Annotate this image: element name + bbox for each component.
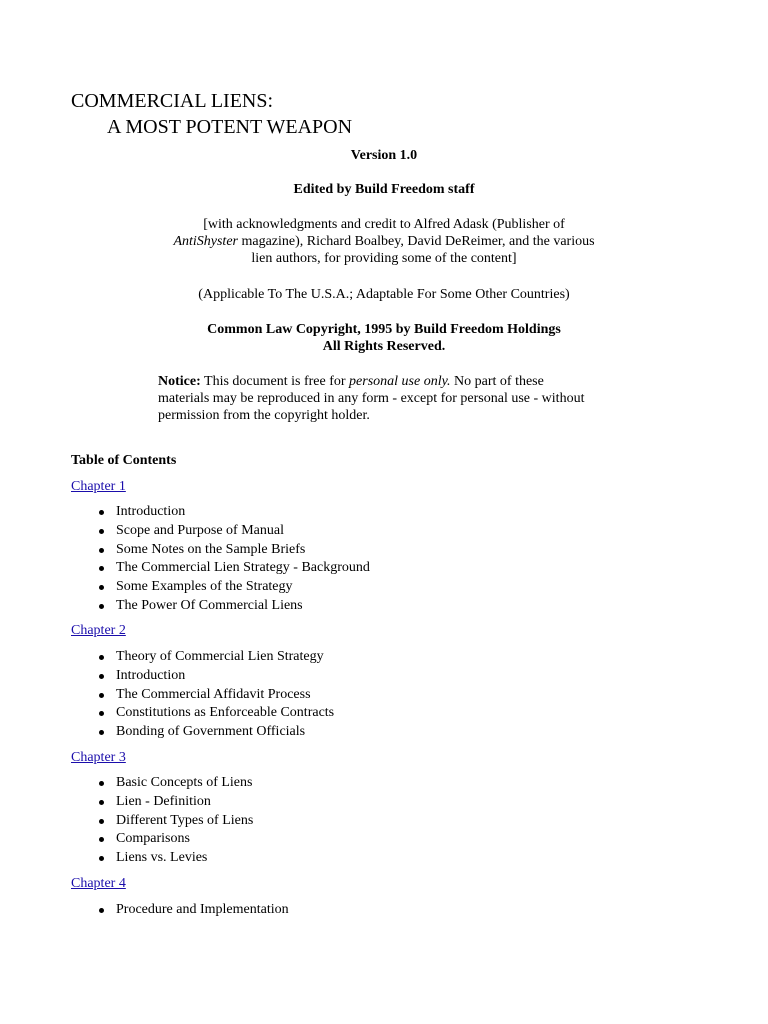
list-item: Introduction (98, 503, 370, 522)
title-line-1: COMMERCIAL LIENS: (71, 90, 274, 112)
list-item: Procedure and Implementation (98, 901, 289, 920)
notice-text-2: No part of these materials may be reproduced in any form - except for personal use - without permission from the copyright holder. (158, 374, 585, 423)
chapter-4-list (98, 901, 289, 920)
applicability-text: (Applicable To The U.S.A.; Adaptable For Some Other Countries) (198, 287, 570, 302)
edited-by-text: Edited by Build Freedom staff (293, 182, 475, 197)
list-item: The Commercial Affidavit Process (98, 686, 334, 705)
list-item: Lien - Definition (98, 793, 253, 812)
list-item: Liens vs. Levies (98, 849, 253, 868)
toc-heading: Table of Contents (71, 453, 177, 468)
notice-paragraph (158, 373, 598, 424)
ack-magazine: AntiShyster (173, 234, 238, 249)
chapter-3-link[interactable]: Chapter 3 (71, 750, 126, 765)
version-text: Version 1.0 (350, 148, 418, 163)
list-item: The Power Of Commercial Liens (98, 597, 370, 616)
notice-text-1: This document is free for (200, 374, 350, 389)
chapter-2-list (98, 648, 334, 742)
notice-label: Notice: (158, 374, 201, 389)
title-line-2: A MOST POTENT WEAPON (107, 116, 353, 138)
chapter-1-list (98, 503, 370, 616)
list-item: Different Types of Liens (98, 812, 253, 831)
list-item: Comparisons (98, 830, 253, 849)
chapter-4-link[interactable]: Chapter 4 (71, 876, 126, 891)
list-item: Some Notes on the Sample Briefs (98, 541, 370, 560)
chapter-3-list (98, 774, 253, 868)
list-item: Theory of Commercial Lien Strategy (98, 648, 334, 667)
ack-part-2: magazine), Richard Boalbey, David DeReimer, and the various lien authors, for providing some of the content] (237, 234, 595, 266)
chapter-2-link[interactable]: Chapter 2 (71, 623, 126, 638)
list-item: Constitutions as Enforceable Contracts (98, 704, 334, 723)
list-item: Bonding of Government Officials (98, 723, 334, 742)
list-item: Basic Concepts of Liens (98, 774, 253, 793)
list-item: Some Examples of the Strategy (98, 578, 370, 597)
rights-text: All Rights Reserved. (322, 339, 446, 354)
chapter-1-link[interactable]: Chapter 1 (71, 479, 126, 494)
copyright-text: Common Law Copyright, 1995 by Build Freedom Holdings (207, 322, 561, 337)
notice-emphasis: personal use only. (349, 374, 451, 389)
ack-part-1: [with acknowledgments and credit to Alfred Adask (Publisher of (203, 217, 565, 232)
document-title (71, 89, 352, 139)
list-item: The Commercial Lien Strategy - Background (98, 559, 370, 578)
acknowledgments (170, 216, 598, 267)
list-item: Scope and Purpose of Manual (98, 522, 370, 541)
list-item: Introduction (98, 667, 334, 686)
